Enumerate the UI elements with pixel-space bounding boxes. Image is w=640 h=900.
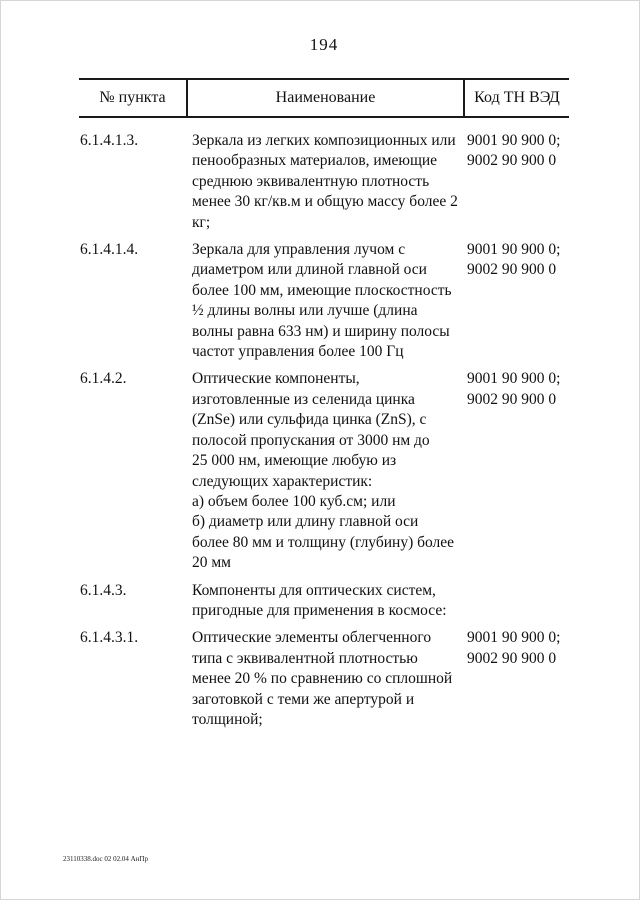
row-item-number: 6.1.4.1.4.	[80, 241, 139, 259]
row-item-number: 6.1.4.3.	[80, 581, 127, 599]
table-body	[79, 118, 569, 730]
row-item-name: Оптические элементы облегченного типа с эквивалентной плотностью менее 20 % по сравнению со сплошной заготовкой с теми же апертурой и толщиной;	[192, 629, 453, 728]
table-row	[79, 240, 569, 362]
table-row	[79, 581, 569, 622]
table-header-row	[79, 78, 569, 118]
row-item-name: Оптические компоненты, изготовленные из селенида цинка (ZnSe) или сульфида цинка (ZnS), с полосой пропускания от 3000 нм до 25 000 нм, имеющие любую из следующих характеристик: а) объем более 100 куб.см; или б) диаметр или длину главной оси более 80 мм и толщину (глубину) более 20 мм	[192, 370, 455, 572]
table-row	[79, 131, 569, 233]
footer-note: 23110338.doc 02 02.04 АнПр	[63, 855, 148, 863]
row-item-code: 9001 90 900 0; 9002 90 900 0	[467, 132, 561, 170]
column-header-name: Наименование	[186, 80, 463, 116]
tn-ved-table	[79, 78, 569, 737]
column-header-tn-ved-code: Код ТН ВЭД	[463, 80, 569, 116]
row-item-name: Компоненты для оптических систем, пригодные для применения в космосе:	[192, 581, 447, 619]
table-row	[79, 628, 569, 730]
row-item-code: 9001 90 900 0; 9002 90 900 0	[467, 629, 561, 667]
page-number: 194	[309, 35, 339, 54]
row-item-code: 9001 90 900 0; 9002 90 900 0	[467, 241, 561, 279]
table-row	[79, 369, 569, 573]
row-item-number: 6.1.4.3.1.	[80, 629, 139, 647]
column-header-item-number: № пункта	[99, 89, 166, 106]
row-item-code	[463, 581, 569, 622]
row-item-name: Зеркала для управления лучом с диаметром или длиной главной оси более 100 мм, имеющие плоскостность ½ длины волны или лучше (длина волны равна 633 нм) и ширину полосы частот управления более 100 Гц	[192, 241, 452, 361]
row-item-code: 9001 90 900 0; 9002 90 900 0	[467, 370, 561, 408]
row-item-name: Зеркала из легких композиционных или пенообразных материалов, имеющие среднюю эквивалентную плотность менее 30 кг/кв.м и общую массу более 2 кг;	[192, 132, 458, 231]
row-item-number: 6.1.4.2.	[80, 370, 127, 388]
row-item-number: 6.1.4.1.3.	[80, 132, 139, 149]
